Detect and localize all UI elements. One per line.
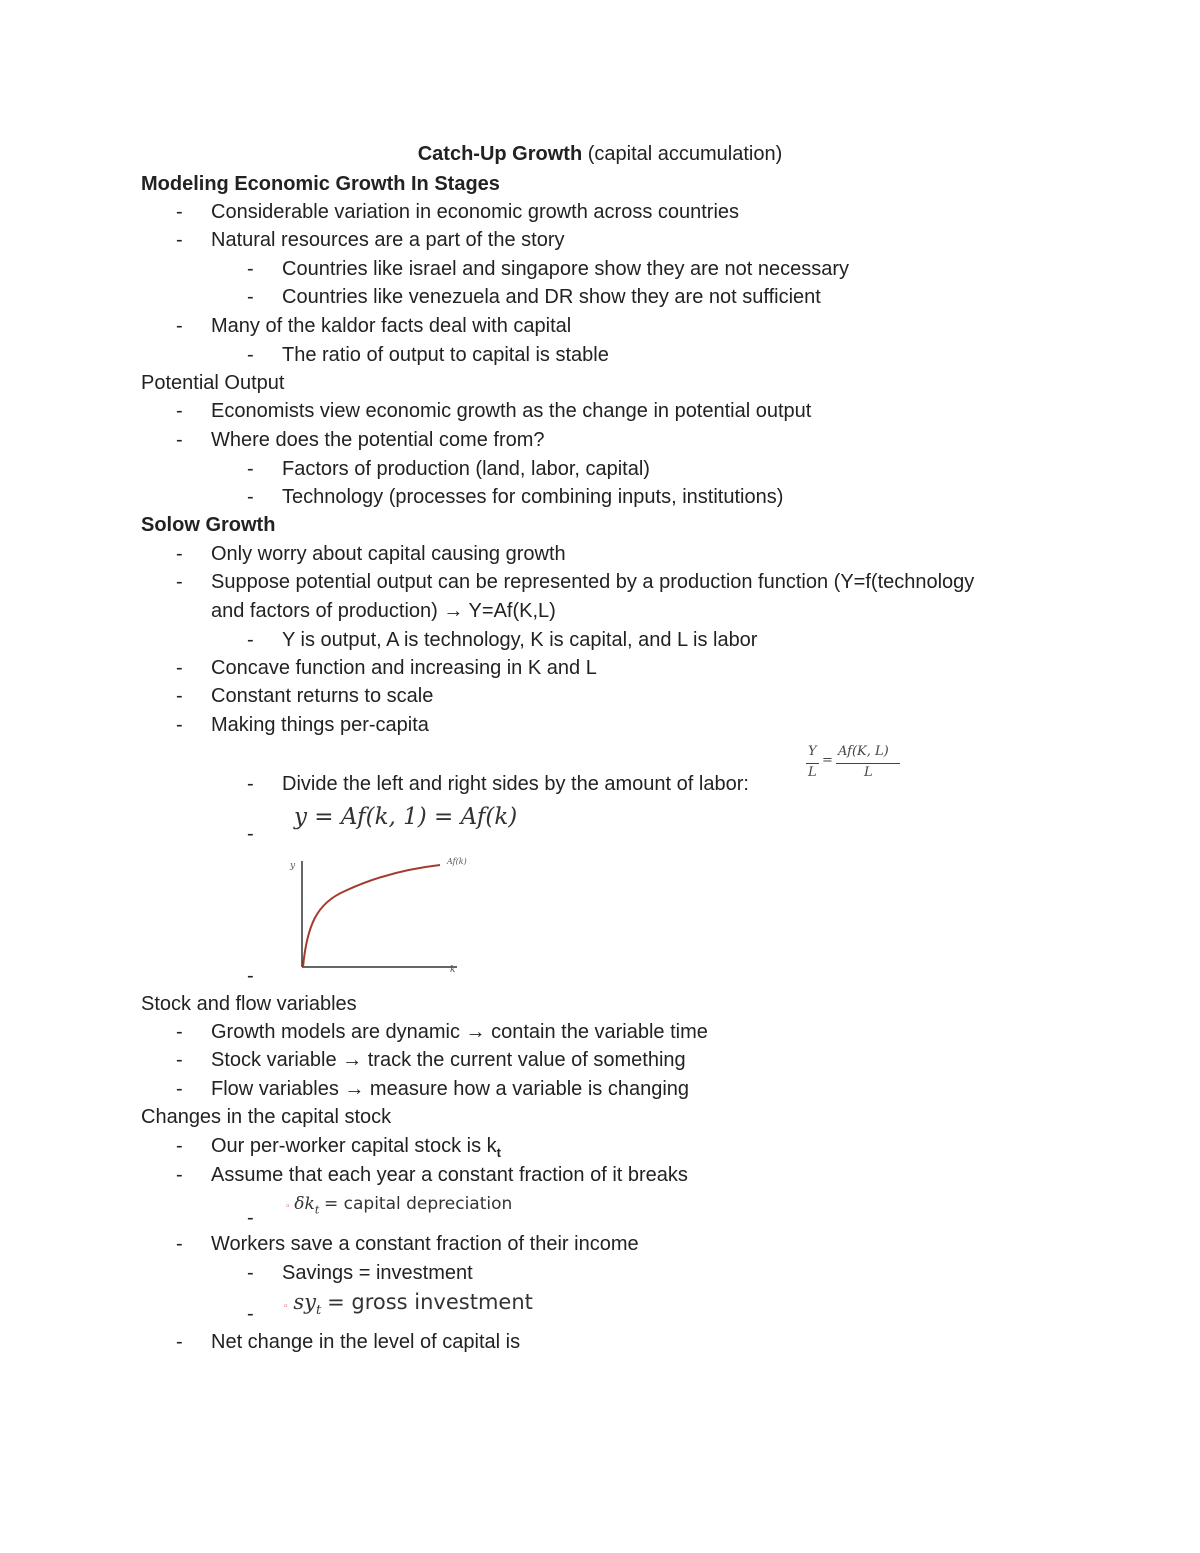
list-item: Divide the left and right sides by the amount of labor: [282,773,749,795]
list-item: The ratio of output to capital is stable [282,344,609,366]
list-item: Constant returns to scale [211,685,434,707]
graph-ylabel: y [290,861,296,871]
square-bullet-icon: ▫ [286,1201,290,1212]
bullet-dash: - [176,685,183,707]
eq-depr-sub: t [314,1203,320,1217]
eq-inv-sub: t [316,1303,322,1319]
frac-rhs-den: L [864,765,873,780]
bullet-dash: - [247,773,254,795]
production-function-graph [285,855,480,980]
bullet-dash: - [176,429,183,451]
frac-rhs-bar [836,763,900,764]
list-item: Where does the potential come from? [211,429,545,451]
section-heading-stock-flow: Stock and flow variables [141,993,357,1015]
depreciation-equation [286,1194,512,1216]
fraction-equation [806,744,906,786]
bullet-dash: - [247,823,254,845]
list-item: Workers save a constant fraction of their income [211,1233,639,1255]
section-heading-modeling: Modeling Economic Growth In Stages [141,173,500,195]
list-item [211,1134,501,1165]
bullet-dash: - [247,286,254,308]
bullet-dash: - [247,1262,254,1284]
graph-curve-label: Af(k) [447,857,467,866]
section-heading-capital-stock: Changes in the capital stock [141,1106,392,1128]
title-rest: (capital accumulation) [582,143,783,165]
bullet-dash: - [247,629,254,651]
bullet-dash: - [176,1233,183,1255]
list-item: Only worry about capital causing growth [211,543,566,565]
frac-eq-sign: = [822,753,833,768]
subscript-t: t [496,1145,501,1160]
list-item: Countries like israel and singapore show they are not necessary [282,258,849,280]
square-bullet-icon: ▫ [284,1301,288,1312]
bullet-dash: - [176,1331,183,1353]
bullet-dash: - [247,458,254,480]
list-item: Making things per-capita [211,714,429,736]
section-heading-potential-output: Potential Output [141,372,285,394]
list-item: Growth models are dynamic → contain the variable time [211,1021,708,1043]
frac-lhs-bar [806,763,819,764]
list-item: Many of the kaldor facts deal with capital [211,315,572,337]
list-item: Net change in the level of capital is [211,1331,521,1353]
bullet-dash: - [247,486,254,508]
bullet-dash: - [176,657,183,679]
graph-xlabel: k [450,965,456,975]
bullet-dash: - [176,400,183,422]
eq-inv-text: = gross investment [327,1290,533,1314]
list-item: Countries like venezuela and DR show they are not sufficient [282,286,821,308]
bullet-dash: - [176,315,183,337]
bullet-dash: - [176,1021,183,1043]
eq-depr-text: = capital depreciation [323,1194,513,1214]
frac-lhs-num: Y [808,744,817,759]
list-item: Natural resources are a part of the story [211,229,565,251]
eq-depr-math: δk [294,1194,315,1214]
bullet-dash: - [176,1135,183,1157]
investment-equation [284,1290,533,1318]
production-curve [303,865,440,967]
bullet-dash: - [176,201,183,223]
list-item-text: Our per-worker capital stock is k [211,1135,497,1157]
bullet-dash: - [247,1303,254,1325]
list-item: Assume that each year a constant fraction of it breaks [211,1164,688,1186]
eq-inv-math: sy [293,1290,317,1314]
bullet-dash: - [247,965,254,987]
bullet-dash: - [247,258,254,280]
bullet-dash: - [176,1049,183,1071]
list-item: Savings = investment [282,1262,473,1284]
list-item: Factors of production (land, labor, capital) [282,458,650,480]
percapita-equation: y = Af(k, 1) = Af(k) [294,804,518,830]
frac-lhs-den: L [808,765,817,780]
bullet-dash: - [176,1164,183,1186]
list-item: Technology (processes for combining inputs, institutions) [282,486,784,508]
title-bold: Catch-Up Growth [417,143,583,165]
list-item: Economists view economic growth as the change in potential output [211,400,812,422]
page-title [0,142,1200,166]
frac-rhs-num: Af(K, L) [838,744,889,759]
bullet-dash: - [247,344,254,366]
list-item: Stock variable → track the current value of something [211,1049,686,1071]
list-item: Concave function and increasing in K and L [211,657,597,679]
list-item: Considerable variation in economic growth across countries [211,201,740,223]
bullet-dash: - [247,1207,254,1229]
list-item: Flow variables → measure how a variable is changing [211,1078,690,1100]
list-item-continuation: and factors of production) → Y=Af(K,L) [211,600,556,622]
list-item: Y is output, A is technology, K is capital, and L is labor [282,629,758,651]
bullet-dash: - [176,543,183,565]
list-item: Suppose potential output can be represented by a production function (Y=f(technology [211,571,975,593]
bullet-dash: - [176,571,183,593]
bullet-dash: - [176,229,183,251]
section-heading-solow: Solow Growth [141,514,276,536]
bullet-dash: - [176,1078,183,1100]
bullet-dash: - [176,714,183,736]
